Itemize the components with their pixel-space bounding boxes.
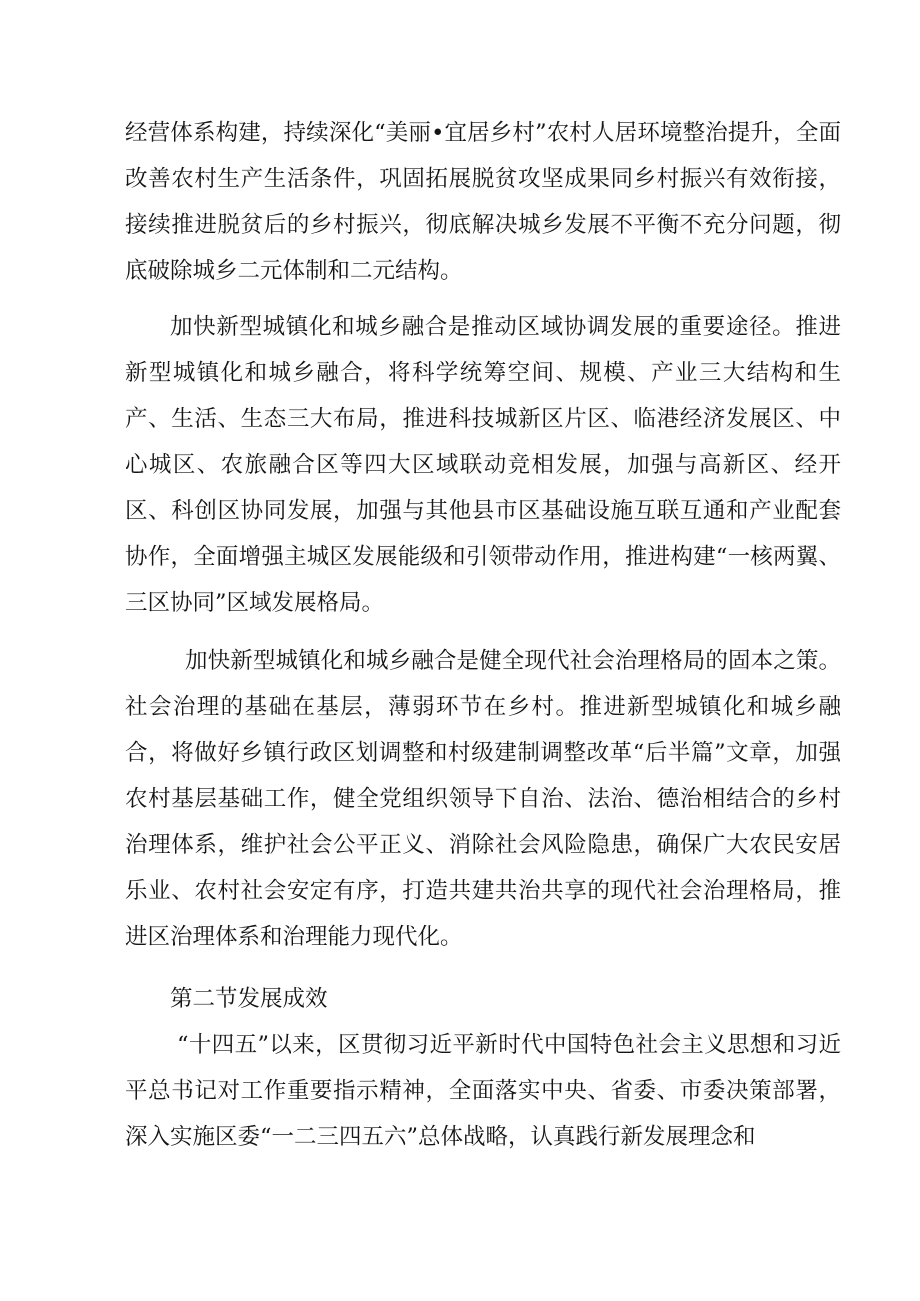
paragraph-development-results	[125, 1022, 841, 1160]
paragraph-regional-coordination	[125, 304, 841, 626]
paragraph-text: 加快新型城镇化和城乡融合是健全现代社会治理格局的固本之策。社会治理的基础在基层，薄弱环节在乡村。推进新型城镇化和城乡融合，将做好乡镇行政区划调整和村级建制调整改革“后半篇”文章，加强农村基层基础工作，健全党组织领导下自治、法治、德治相结合的乡村治理体系，维护社会公平正义、消除社会风险隐患，确保广大农民安居乐业、农村社会安定有序，打造共建共治共享的现代社会治理格局，推进区治理体系和治理能力现代化。	[125, 648, 841, 950]
section-heading-text: 第二节发展成效	[170, 986, 328, 1012]
paragraph-text: 经营体系构建，持续深化“美丽•宜居乡村”农村人居环境整治提升，全面改善农村生产生活条件，巩固拓展脱贫攻坚成果同乡村振兴有效衔接，接续推进脱贫后的乡村振兴，彻底解决城乡发展不平衡不充分问题，彻底破除城乡二元体制和二元结构。	[125, 120, 841, 284]
paragraph-text: “十四五”以来，区贯彻习近平新时代中国特色社会主义思想和习近平总书记对工作重要指示精神，全面落实中央、省委、市委决策部署，深入实施区委“一二三四五六”总体战略，认真践行新发展理念和	[125, 1032, 841, 1150]
paragraph-rural-revitalization	[125, 110, 841, 294]
paragraph-social-governance	[125, 638, 841, 960]
paragraph-text: 加快新型城镇化和城乡融合是推动区域协调发展的重要途径。推进新型城镇化和城乡融合，将科学统筹空间、规模、产业三大结构和生产、生活、生态三大布局，推进科技城新区片区、临港经济发展区、中心城区、农旅融合区等四大区域联动竞相发展，加强与高新区、经开区、科创区协同发展，加强与其他县市区基础设施互联互通和产业配套协作，全面增强主城区发展能级和引领带动作用，推进构建“一核两翼、三区协同”区域发展格局。	[125, 314, 841, 616]
section-heading	[125, 976, 841, 1022]
